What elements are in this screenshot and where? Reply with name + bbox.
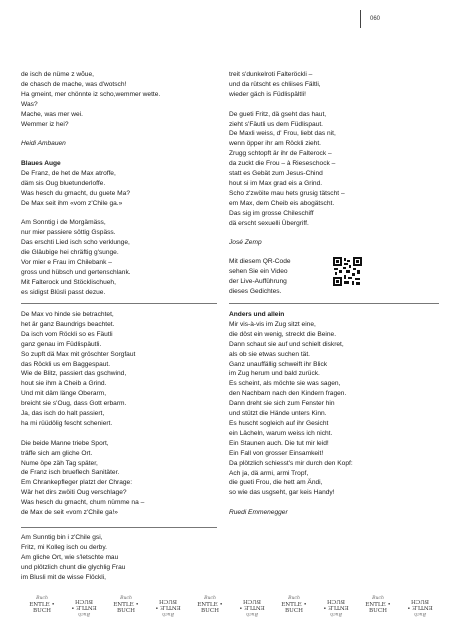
- text-line: als ob sie etwas suchen tät.: [229, 350, 311, 358]
- logo-script: Buch: [330, 611, 342, 616]
- text-line: träffe sich am gliche Ort.: [21, 449, 93, 457]
- qr-code-icon[interactable]: [333, 257, 362, 286]
- stanza-gap: [21, 209, 217, 219]
- text-line: Ein Fall von grosser Einsamkeit!: [229, 449, 324, 457]
- entlebuch-logo-icon: [273, 596, 315, 616]
- text-line: im Blusli mit de wisse Flöckli,: [21, 573, 107, 581]
- logo-script: Buch: [372, 596, 384, 601]
- entlebuch-logo-icon: [63, 596, 105, 616]
- entlebuch-logo-icon: [315, 596, 357, 616]
- text-line: den Nachbarn nach den Kindern fragen.: [229, 390, 347, 398]
- left-bottom-block: [21, 533, 217, 583]
- page-number-rule: [360, 10, 361, 28]
- entlebuch-logo-icon: [21, 596, 63, 616]
- text-line: Da isch vom Röckli so es Fäutli: [21, 330, 113, 338]
- text-line: Wär het dirs zwöiti Oug verschlage?: [21, 489, 127, 497]
- entlebuch-logo-icon: [357, 596, 399, 616]
- text-line: ganz genau im Füdlispäutli.: [21, 340, 102, 348]
- text-line: hout sie ihm à Cheib a Grind.: [21, 380, 107, 388]
- logo-text: ENTLE • BUCH: [113, 602, 139, 614]
- text-line: so wie das usgseht, gar keis Handy!: [229, 489, 335, 497]
- text-line: die döst ein wenig, streckt die Beine.: [229, 330, 337, 338]
- text-line: wenn öpper ihr am Röckli zieht.: [229, 140, 321, 148]
- author-name: Ruedi Emmenegger: [229, 509, 288, 517]
- text-line: em Max, dem Cheib eis abogätscht.: [229, 199, 335, 207]
- poem-anders-und-allein: [229, 310, 439, 518]
- text-line: däm sis Oug bluetunderloffe.: [21, 179, 106, 187]
- author-gap: [21, 129, 217, 139]
- divider-left-2: [21, 527, 217, 528]
- text-line: Am Sonntig i de Morgämäss,: [21, 219, 106, 227]
- text-line: de isch de nüme z wõue,: [21, 71, 94, 78]
- text-line: es sidigst Blüsli passt dezue.: [21, 288, 106, 296]
- entlebuch-logo-icon: [189, 596, 231, 616]
- author-gap: [229, 228, 439, 238]
- text-line: wieder gäch is Füdlispältli!: [229, 90, 306, 98]
- text-line: Mit diesem QR-Code: [229, 258, 291, 265]
- logo-text: ENTLE • BUCH: [407, 598, 433, 610]
- left-top-block: [21, 70, 217, 149]
- logo-text: ENTLE • BUCH: [71, 598, 97, 610]
- logo-script: Buch: [162, 611, 174, 616]
- text-line: Zrugg schtopft är ihr de Falterock –: [229, 150, 332, 158]
- text-line: Scho z'zwöite mau hets grusig tätscht –: [229, 189, 345, 197]
- text-line: und da rütscht es chliises Fältli,: [229, 80, 321, 88]
- text-line: nur mier passiere söttig Gspäss.: [21, 229, 116, 237]
- text-line: ein Lächeln, warum weiss ich nicht.: [229, 429, 333, 437]
- text-line: treit s'dunkelroti Falteröckli –: [229, 71, 313, 78]
- text-line: die gueti Frou, die hett am Ändi,: [229, 479, 323, 487]
- text-line: So zupft dä Max mit gröschter Sorgfaut: [21, 350, 136, 358]
- logo-script: Buch: [36, 596, 48, 601]
- text-line: Da plötzlich schiesst's mir durch den Kopf:: [229, 459, 353, 467]
- text-line: De Franz, de het de Max atroffe,: [21, 169, 116, 177]
- logo-text: ENTLE • BUCH: [239, 598, 265, 610]
- logo-script: Buch: [120, 596, 132, 601]
- qr-note: [229, 257, 329, 297]
- text-line: Was hesch du gmacht, chum nümme na –: [21, 499, 145, 507]
- page-number: 060: [370, 16, 381, 22]
- text-line: hout si im Max grad eis a Grind.: [229, 179, 323, 187]
- entlebuch-logo-icon: [399, 596, 441, 616]
- text-line: Die beide Manne triebe Sport,: [21, 439, 109, 447]
- text-line: Was hesch du gmacht, du guete Ma?: [21, 189, 130, 197]
- logo-text: ENTLE • BUCH: [281, 602, 307, 614]
- text-line: de Franz isch brueflech Sanitäter.: [21, 469, 120, 477]
- text-line: De gueti Fritz, dä gseht das haut,: [229, 110, 327, 118]
- divider-right-1: [229, 303, 439, 304]
- text-line: Ja, das isch do halt passiert,: [21, 410, 105, 418]
- entlebuch-logo-icon: [147, 596, 189, 616]
- logo-script: Buch: [414, 611, 426, 616]
- entlebuch-logo-icon: [105, 596, 147, 616]
- text-line: ha mi rüüdölig fescht scheniert.: [21, 419, 113, 427]
- logo-text: ENTLE • BUCH: [29, 602, 55, 614]
- text-line: Nume öpe zäh Tag später,: [21, 459, 98, 467]
- text-line: dieses Gedichtes.: [229, 287, 282, 295]
- text-line: Am gliche Ort, wie s'letschte mau: [21, 553, 119, 561]
- author-name: José Zemp: [229, 239, 262, 247]
- text-line: de Max de seit «vom z'Chile ga!»: [21, 509, 118, 517]
- text-line: Ganz unauffällig schweift ihr Blick: [229, 360, 328, 368]
- text-line: Das sig im grosse Chileschiff: [229, 209, 314, 217]
- text-line: Ein Staunen auch. Die tut mir leid!: [229, 439, 329, 447]
- stanza-gap: [21, 429, 217, 439]
- text-line: Mache, was mer wei.: [21, 110, 83, 118]
- text-line: Em Chrankepfleger platzt der Chrage:: [21, 479, 133, 487]
- text-line: Mir vis-à-vis im Zug sitzt eine,: [229, 320, 316, 328]
- text-line: und stützt die Hände unters Kinn.: [229, 410, 327, 418]
- logo-text: ENTLE • BUCH: [197, 602, 223, 614]
- text-line: Wie de Blitz, passiert das gschwind,: [21, 370, 127, 378]
- logo-script: Buch: [204, 596, 216, 601]
- poem-title: Blaues Auge: [21, 160, 61, 167]
- text-line: zieht s'Fäutli us dem Füdlispaut.: [229, 120, 323, 128]
- poem-title: Anders und allein: [229, 311, 285, 318]
- text-line: die Gläubige hei chräftig g'sunge.: [21, 249, 119, 257]
- text-line: de chasch de mache, was d'wotsch!: [21, 80, 127, 88]
- text-line: im Zug herum und bald zurück.: [229, 370, 320, 378]
- text-line: Fritz, mi Kolleg isch ou derby.: [21, 543, 107, 551]
- poem-blaues-auge: [21, 159, 217, 298]
- text-line: Wemmer iz hei?: [21, 120, 69, 128]
- logo-text: ENTLE • BUCH: [365, 602, 391, 614]
- text-line: Am Sunntig bin i z'Chile gsi,: [21, 534, 103, 541]
- text-line: Und mit däm länge Oberarm,: [21, 390, 107, 398]
- text-line: Mit Falterock und Stöcklischueh,: [21, 278, 116, 286]
- logo-script: Buch: [78, 611, 90, 616]
- text-line: het är ganz Baundrigs beachtet.: [21, 320, 115, 328]
- logo-text: ENTLE • BUCH: [323, 598, 349, 610]
- text-line: das Röckli us em Baggespaut.: [21, 360, 111, 368]
- entlebuch-logo-icon: [231, 596, 273, 616]
- text-line: Es scheint, als möchte sie was sagen,: [229, 380, 341, 388]
- text-line: Ach ja, dä armi, armi Tropf,: [229, 469, 309, 477]
- text-line: Es huscht sogleich auf ihr Gesicht: [229, 419, 329, 427]
- text-line: breicht sie s'Oug, dass Gott erbarm.: [21, 400, 127, 408]
- logo-text: ENTLE • BUCH: [155, 598, 181, 610]
- text-line: Dann schaut sie auf und schielt diskret,: [229, 340, 344, 348]
- text-line: Dann dreht sie sich zum Fenster hin: [229, 400, 335, 408]
- stanza-gap: [229, 100, 439, 110]
- text-line: der Live-Aufführung: [229, 277, 287, 285]
- text-line: sehen Sie ein Video: [229, 267, 288, 275]
- text-line: Das erschti Lied isch scho verklunge,: [21, 239, 130, 247]
- footer-logo-strip: [21, 596, 439, 616]
- text-line: da zuckt die Frou – à Rieseschock –: [229, 160, 336, 168]
- text-line: Vor mier e Frau im Chilebank –: [21, 259, 112, 267]
- logo-script: Buch: [288, 596, 300, 601]
- text-line: Was?: [21, 100, 38, 108]
- text-line: De Maxli weiss, d' Frou, liebt das nit,: [229, 130, 336, 138]
- text-line: Ha gmeint, mer chönnte iz scho,wemmer wette.: [21, 90, 161, 98]
- author-name: Heidi Ambauen: [21, 140, 66, 148]
- text-line: gross und hübsch und gertenschlank.: [21, 268, 131, 276]
- text-line: und plötzlich chunt die glychlig Frau: [21, 563, 126, 571]
- left-mid-block: [21, 310, 217, 518]
- text-line: statt es Gebät zum Jesus-Chind: [229, 170, 323, 178]
- author-gap: [229, 498, 439, 508]
- logo-script: Buch: [246, 611, 258, 616]
- right-top-block: [229, 70, 439, 248]
- text-line: De Max seit ihm «vom z'Chile ga.»: [21, 199, 123, 207]
- divider-left-1: [21, 303, 217, 304]
- text-line: De Max vo hinde sie betrachtet,: [21, 311, 114, 318]
- text-line: dä erscht sexuelli Übergriff.: [229, 219, 309, 227]
